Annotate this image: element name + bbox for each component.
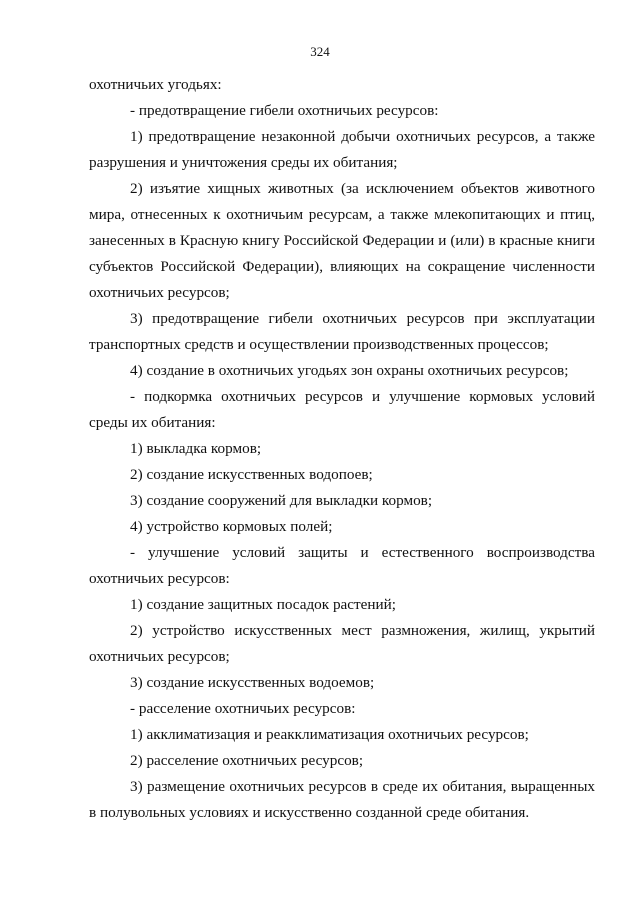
text-line: - расселение охотничьих ресурсов:	[130, 700, 356, 717]
text-line: 2) устройство искусственных мест размножения, жилищ, укрытий	[130, 622, 595, 639]
text-line: охотничьих ресурсов:	[89, 570, 230, 587]
text-line: 1) акклиматизация и реакклиматизация охотничьих ресурсов;	[130, 726, 529, 743]
text-line: 3) предотвращение гибели охотничьих ресурсов при эксплуатации	[130, 310, 595, 327]
text-line: 2) расселение охотничьих ресурсов;	[130, 752, 364, 769]
text-line: 2) создание искусственных водопоев;	[130, 466, 373, 483]
text-line: - улучшение условий защиты и естественного воспроизводства	[130, 544, 595, 561]
text-line: охотничьих ресурсов;	[89, 284, 230, 301]
text-line: мира, отнесенных к охотничьим ресурсам, а также млекопитающих и птиц,	[89, 206, 595, 223]
text-line: субъектов Российской Федерации), влияющих на сокращение численности	[89, 258, 595, 275]
text-line: 1) выкладка кормов;	[130, 440, 262, 457]
text-line: охотничьих ресурсов;	[89, 648, 230, 665]
page-number: 324	[310, 44, 330, 59]
text-line: 4) устройство кормовых полей;	[130, 518, 333, 535]
text-line: занесенных в Красную книгу Российской Федерации и (или) в красные книги	[89, 232, 595, 249]
text-line: 2) изъятие хищных животных (за исключением объектов животного	[130, 180, 595, 197]
text-line: 3) размещение охотничьих ресурсов в среде их обитания, выращенных	[130, 778, 595, 795]
text-line: транспортных средств и осуществлении производственных процессов;	[89, 336, 549, 353]
text-line: - подкормка охотничьих ресурсов и улучшение кормовых условий	[130, 388, 595, 405]
text-line: 3) создание сооружений для выкладки кормов;	[130, 492, 433, 509]
text-line: охотничьих угодьях:	[89, 76, 222, 93]
text-line: - предотвращение гибели охотничьих ресурсов:	[130, 102, 439, 119]
text-line: в полувольных условиях и искусственно созданной среде обитания.	[89, 804, 530, 821]
text-line: 1) создание защитных посадок растений;	[130, 596, 397, 613]
text-line: среды их обитания:	[89, 414, 216, 431]
text-line: 1) предотвращение незаконной добычи охотничьих ресурсов, а также	[130, 128, 595, 145]
text-line: разрушения и уничтожения среды их обитания;	[89, 154, 398, 171]
text-line: 3) создание искусственных водоемов;	[130, 674, 375, 691]
text-line: 4) создание в охотничьих угодьях зон охраны охотничьих ресурсов;	[130, 362, 569, 379]
